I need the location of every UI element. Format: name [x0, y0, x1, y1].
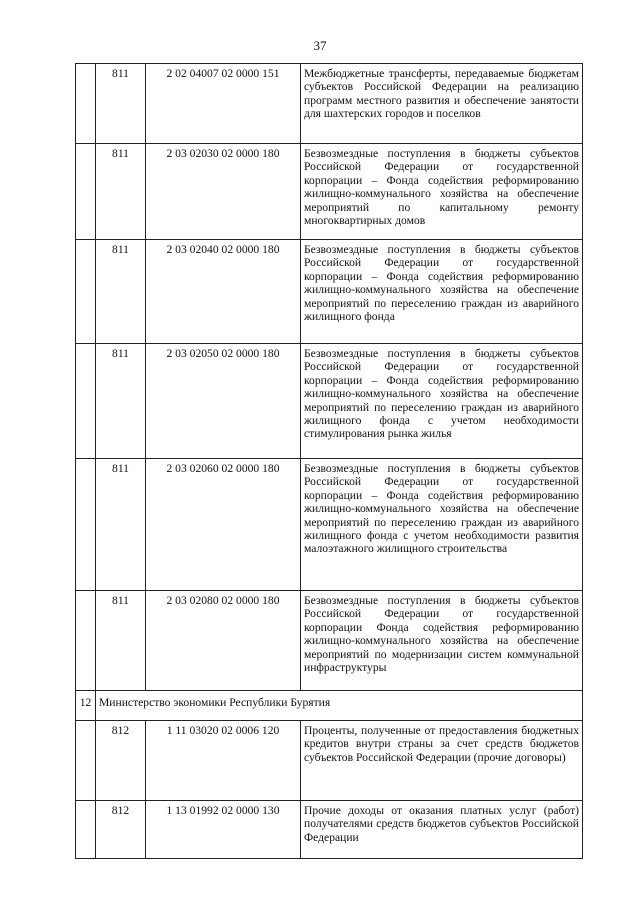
row-number-cell [76, 591, 96, 691]
row-number-cell [76, 801, 96, 859]
budget-code-cell: 2 03 02080 02 0000 180 [146, 591, 301, 691]
budget-code-cell: 2 03 02060 02 0000 180 [146, 459, 301, 591]
admin-code-cell: 811 [96, 144, 146, 240]
budget-code-cell: 2 03 02030 02 0000 180 [146, 144, 301, 240]
table-row [76, 64, 583, 144]
budget-code-cell: 2 02 04007 02 0000 151 [146, 64, 301, 144]
description-cell: Проценты, полученные от предоставления бюджетных кредитов внутри страны за счет средств бюджетов субъектов Российской Федерации (прочие договоры) [301, 721, 583, 801]
row-number-cell [76, 240, 96, 344]
row-number-cell [76, 459, 96, 591]
budget-code-cell: 1 11 03020 02 0006 120 [146, 721, 301, 801]
admin-code-cell: 811 [96, 64, 146, 144]
row-number-cell [76, 64, 96, 144]
budget-classification-table [75, 63, 583, 859]
budget-code-cell: 2 03 02050 02 0000 180 [146, 344, 301, 459]
section-title: Министерство экономики Республики Бурятия [96, 691, 583, 721]
table-row [76, 591, 583, 691]
section-number: 12 [76, 691, 96, 721]
table-row [76, 459, 583, 591]
admin-code-cell: 811 [96, 240, 146, 344]
table-row [76, 344, 583, 459]
table-row [76, 801, 583, 859]
row-number-cell [76, 144, 96, 240]
description-cell: Безвозмездные поступления в бюджеты субъектов Российской Федерации от государственной корпорации Фонда содействия реформированию жилищно-коммунального хозяйства на обеспечение мероприятий по модернизации систем коммунальной инфраструктуры [301, 591, 583, 691]
budget-code-cell: 2 03 02040 02 0000 180 [146, 240, 301, 344]
row-number-cell [76, 721, 96, 801]
description-cell: Безвозмездные поступления в бюджеты субъектов Российской Федерации от государственной корпорации – Фонда содействия реформированию жилищно-коммунального хозяйства на обеспечение мероприятий по переселению граждан из аварийного жилищного фонда с учетом необходимости стимулирования рынка жилья [301, 344, 583, 459]
description-cell: Межбюджетные трансферты, передаваемые бюджетам субъектов Российской Федерации на реализацию программ местного развития и обеспечение занятости для шахтерских городов и поселков [301, 64, 583, 144]
row-number-cell [76, 344, 96, 459]
page-number: 37 [313, 38, 327, 53]
description-cell: Безвозмездные поступления в бюджеты субъектов Российской Федерации от государственной корпорации – Фонда содействия реформированию жилищно-коммунального хозяйства на обеспечение мероприятий по капитальному ремонту многоквартирных домов [301, 144, 583, 240]
admin-code-cell: 811 [96, 459, 146, 591]
section-row [76, 691, 583, 721]
budget-code-cell: 1 13 01992 02 0000 130 [146, 801, 301, 859]
admin-code-cell: 812 [96, 801, 146, 859]
admin-code-cell: 811 [96, 591, 146, 691]
description-cell: Безвозмездные поступления в бюджеты субъектов Российской Федерации от государственной корпорации – Фонда содействия реформированию жилищно-коммунального хозяйства на обеспечение мероприятий по переселению граждан из аварийного жилищного фонда [301, 240, 583, 344]
table-row [76, 240, 583, 344]
table-row [76, 721, 583, 801]
description-cell: Прочие доходы от оказания платных услуг (работ) получателями средств бюджетов субъектов Российской Федерации [301, 801, 583, 859]
admin-code-cell: 812 [96, 721, 146, 801]
admin-code-cell: 811 [96, 344, 146, 459]
table-row [76, 144, 583, 240]
description-cell: Безвозмездные поступления в бюджеты субъектов Российской Федерации от государственной корпорации – Фонда содействия реформированию жилищно-коммунального хозяйства на обеспечение мероприятий по переселению граждан из аварийного жилищного фонда с учетом необходимости развития малоэтажного жилищного строительства [301, 459, 583, 591]
